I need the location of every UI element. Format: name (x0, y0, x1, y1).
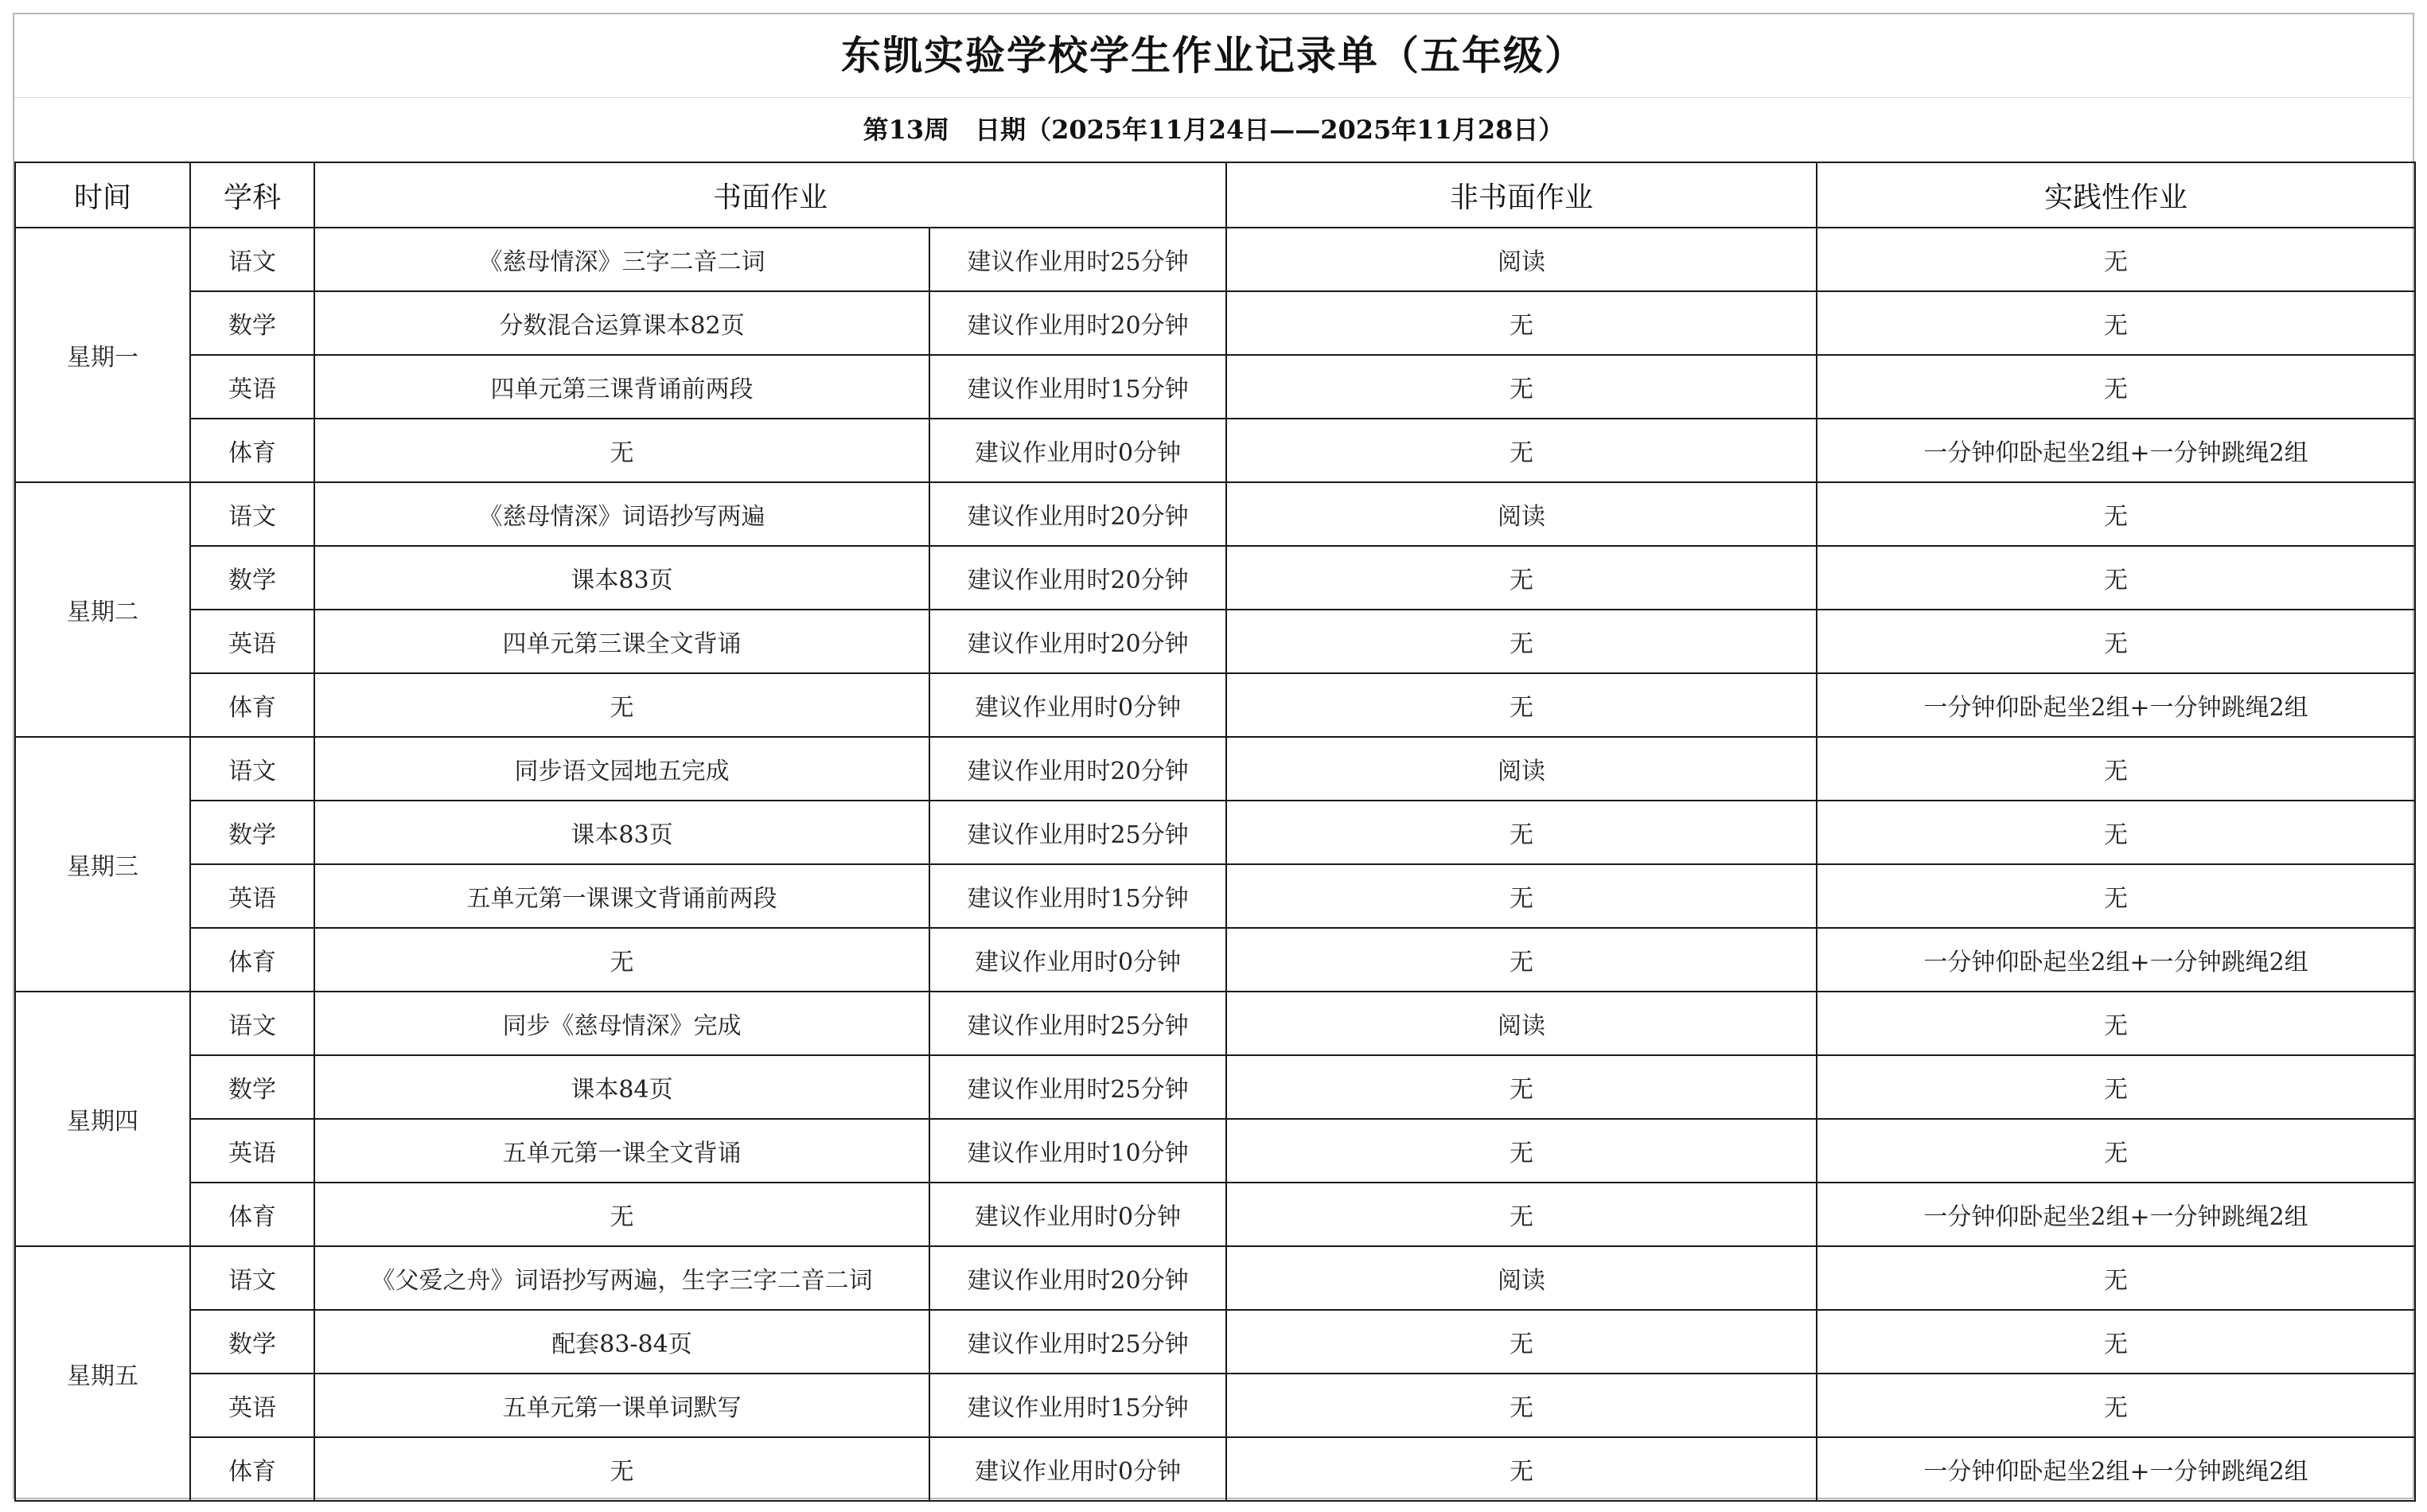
nonwritten-homework-cell: 无 (1226, 419, 1817, 482)
table-row (15, 1119, 2415, 1183)
practice-homework-cell: 一分钟仰卧起坐2组+一分钟跳绳2组 (1817, 928, 2415, 992)
duration-cell: 建议作业用时25分钟 (929, 801, 1226, 864)
table-row (15, 992, 2415, 1055)
duration-cell: 建议作业用时0分钟 (929, 928, 1226, 992)
practice-homework-cell: 无 (1817, 355, 2415, 419)
subject-cell: 数学 (190, 1310, 314, 1374)
written-homework-cell: 无 (314, 1183, 929, 1246)
subject-cell: 数学 (190, 291, 314, 355)
subject-cell: 语文 (190, 1246, 314, 1310)
duration-cell: 建议作业用时0分钟 (929, 419, 1226, 482)
subject-cell: 英语 (190, 610, 314, 673)
nonwritten-homework-cell: 无 (1226, 673, 1817, 737)
duration-cell: 建议作业用时0分钟 (929, 673, 1226, 737)
day-cell: 星期一 (15, 228, 190, 482)
table-row (15, 673, 2415, 737)
written-homework-cell: 五单元第一课全文背诵 (314, 1119, 929, 1183)
table-row (15, 610, 2415, 673)
subject-cell: 英语 (190, 864, 314, 928)
nonwritten-homework-cell: 阅读 (1226, 992, 1817, 1055)
nonwritten-homework-cell: 无 (1226, 1055, 1817, 1119)
written-homework-cell: 课本83页 (314, 546, 929, 610)
written-homework-cell: 无 (314, 419, 929, 482)
table-row (15, 1374, 2415, 1437)
subject-cell: 语文 (190, 482, 314, 546)
table-row (15, 1246, 2415, 1310)
nonwritten-homework-cell: 无 (1226, 546, 1817, 610)
practice-homework-cell: 无 (1817, 992, 2415, 1055)
duration-cell: 建议作业用时25分钟 (929, 992, 1226, 1055)
table-row (15, 1183, 2415, 1246)
duration-cell: 建议作业用时25分钟 (929, 228, 1226, 291)
header-time: 时间 (15, 162, 190, 228)
nonwritten-homework-cell: 无 (1226, 1374, 1817, 1437)
header-nonwritten-homework: 非书面作业 (1226, 162, 1817, 228)
day-cell: 星期二 (15, 482, 190, 737)
nonwritten-homework-cell: 阅读 (1226, 737, 1817, 801)
written-homework-cell: 五单元第一课课文背诵前两段 (314, 864, 929, 928)
subject-cell: 语文 (190, 228, 314, 291)
table-row (15, 291, 2415, 355)
practice-homework-cell: 无 (1817, 546, 2415, 610)
practice-homework-cell: 无 (1817, 1374, 2415, 1437)
table-row (15, 737, 2415, 801)
practice-homework-cell: 无 (1817, 228, 2415, 291)
subject-cell: 英语 (190, 1374, 314, 1437)
header-subject: 学科 (190, 162, 314, 228)
duration-cell: 建议作业用时20分钟 (929, 610, 1226, 673)
written-homework-cell: 五单元第一课单词默写 (314, 1374, 929, 1437)
written-homework-cell: 四单元第三课全文背诵 (314, 610, 929, 673)
practice-homework-cell: 无 (1817, 610, 2415, 673)
header-practice-homework: 实践性作业 (1817, 162, 2415, 228)
table-row (15, 482, 2415, 546)
duration-cell: 建议作业用时20分钟 (929, 291, 1226, 355)
practice-homework-cell: 无 (1817, 801, 2415, 864)
practice-homework-cell: 无 (1817, 291, 2415, 355)
written-homework-cell: 无 (314, 1437, 929, 1501)
homework-table (14, 162, 2416, 1502)
practice-homework-cell: 无 (1817, 1055, 2415, 1119)
subject-cell: 语文 (190, 992, 314, 1055)
nonwritten-homework-cell: 阅读 (1226, 1246, 1817, 1310)
subject-cell: 数学 (190, 546, 314, 610)
duration-cell: 建议作业用时20分钟 (929, 1246, 1226, 1310)
practice-homework-cell: 无 (1817, 737, 2415, 801)
nonwritten-homework-cell: 无 (1226, 1183, 1817, 1246)
practice-homework-cell: 无 (1817, 864, 2415, 928)
subject-cell: 数学 (190, 1055, 314, 1119)
duration-cell: 建议作业用时15分钟 (929, 355, 1226, 419)
written-homework-cell: 分数混合运算课本82页 (314, 291, 929, 355)
nonwritten-homework-cell: 阅读 (1226, 228, 1817, 291)
duration-cell: 建议作业用时25分钟 (929, 1310, 1226, 1374)
nonwritten-homework-cell: 无 (1226, 928, 1817, 992)
duration-cell: 建议作业用时0分钟 (929, 1183, 1226, 1246)
written-homework-cell: 四单元第三课背诵前两段 (314, 355, 929, 419)
duration-cell: 建议作业用时15分钟 (929, 864, 1226, 928)
practice-homework-cell: 无 (1817, 482, 2415, 546)
table-row (15, 546, 2415, 610)
subject-cell: 数学 (190, 801, 314, 864)
duration-cell: 建议作业用时20分钟 (929, 482, 1226, 546)
written-homework-cell: 同步《慈母情深》完成 (314, 992, 929, 1055)
day-cell: 星期四 (15, 992, 190, 1246)
subject-cell: 英语 (190, 1119, 314, 1183)
table-row (15, 928, 2415, 992)
nonwritten-homework-cell: 阅读 (1226, 482, 1817, 546)
practice-homework-cell: 无 (1817, 1246, 2415, 1310)
practice-homework-cell: 一分钟仰卧起坐2组+一分钟跳绳2组 (1817, 419, 2415, 482)
practice-homework-cell: 一分钟仰卧起坐2组+一分钟跳绳2组 (1817, 673, 2415, 737)
table-body (15, 228, 2415, 1501)
written-homework-cell: 《慈母情深》词语抄写两遍 (314, 482, 929, 546)
nonwritten-homework-cell: 无 (1226, 610, 1817, 673)
subject-cell: 体育 (190, 673, 314, 737)
table-row (15, 419, 2415, 482)
table-row (15, 1310, 2415, 1374)
written-homework-cell: 无 (314, 928, 929, 992)
duration-cell: 建议作业用时25分钟 (929, 1055, 1226, 1119)
written-homework-cell: 《慈母情深》三字二音二词 (314, 228, 929, 291)
duration-cell: 建议作业用时20分钟 (929, 737, 1226, 801)
table-row (15, 1055, 2415, 1119)
duration-cell: 建议作业用时15分钟 (929, 1374, 1226, 1437)
nonwritten-homework-cell: 无 (1226, 1437, 1817, 1501)
day-cell: 星期五 (15, 1246, 190, 1501)
table-row (15, 801, 2415, 864)
written-homework-cell: 无 (314, 673, 929, 737)
nonwritten-homework-cell: 无 (1226, 1119, 1817, 1183)
subject-cell: 体育 (190, 1437, 314, 1501)
subject-cell: 英语 (190, 355, 314, 419)
subject-cell: 语文 (190, 737, 314, 801)
table-row (15, 1437, 2415, 1501)
header-written-homework: 书面作业 (314, 162, 1226, 228)
page-title: 东凯实验学校学生作业记录单（五年级） (14, 14, 2413, 98)
nonwritten-homework-cell: 无 (1226, 355, 1817, 419)
written-homework-cell: 课本84页 (314, 1055, 929, 1119)
nonwritten-homework-cell: 无 (1226, 801, 1817, 864)
written-homework-cell: 配套83-84页 (314, 1310, 929, 1374)
table-row (15, 228, 2415, 291)
written-homework-cell: 同步语文园地五完成 (314, 737, 929, 801)
subject-cell: 体育 (190, 1183, 314, 1246)
subject-cell: 体育 (190, 928, 314, 992)
practice-homework-cell: 一分钟仰卧起坐2组+一分钟跳绳2组 (1817, 1183, 2415, 1246)
day-cell: 星期三 (15, 737, 190, 992)
practice-homework-cell: 无 (1817, 1119, 2415, 1183)
homework-record-sheet (13, 13, 2414, 1499)
week-date-subtitle: 第13周 日期（2025年11月24日——2025年11月28日） (863, 115, 1564, 145)
table-row (15, 355, 2415, 419)
nonwritten-homework-cell: 无 (1226, 291, 1817, 355)
table-row (15, 864, 2415, 928)
practice-homework-cell: 无 (1817, 1310, 2415, 1374)
nonwritten-homework-cell: 无 (1226, 1310, 1817, 1374)
written-homework-cell: 《父爱之舟》词语抄写两遍，生字三字二音二词 (314, 1246, 929, 1310)
duration-cell: 建议作业用时10分钟 (929, 1119, 1226, 1183)
practice-homework-cell: 一分钟仰卧起坐2组+一分钟跳绳2组 (1817, 1437, 2415, 1501)
duration-cell: 建议作业用时20分钟 (929, 546, 1226, 610)
duration-cell: 建议作业用时0分钟 (929, 1437, 1226, 1501)
subject-cell: 体育 (190, 419, 314, 482)
table-header-row (15, 162, 2415, 228)
written-homework-cell: 课本83页 (314, 801, 929, 864)
nonwritten-homework-cell: 无 (1226, 864, 1817, 928)
